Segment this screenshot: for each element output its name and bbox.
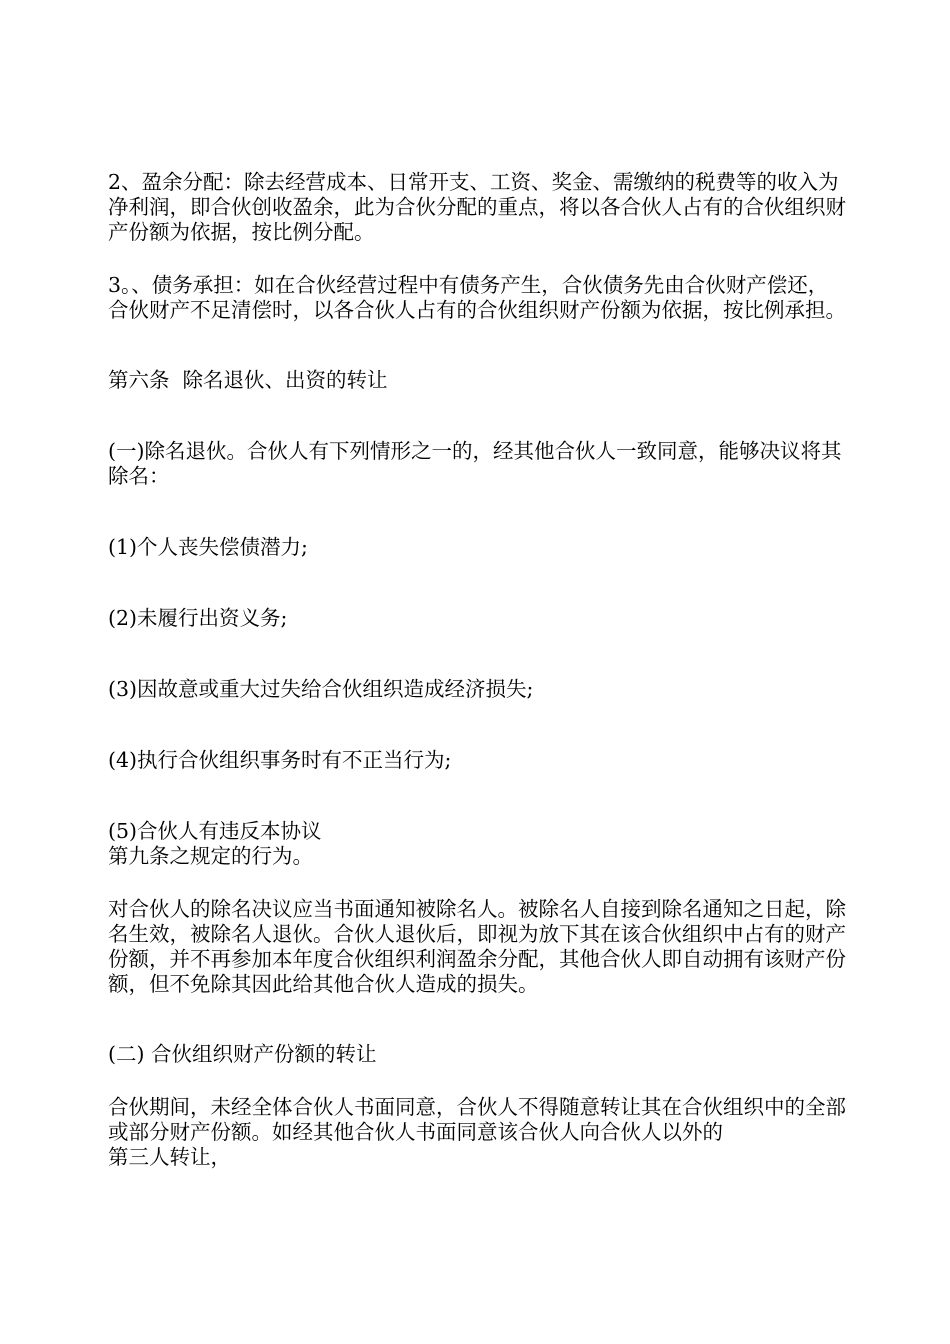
list-item-1: (1)个人丧失偿债潜力; bbox=[108, 535, 308, 559]
paragraph-expulsion: (一)除名退伙。合伙人有下列情形之一的，经其他合伙人一致同意，能够决议将其除名： bbox=[108, 439, 842, 488]
list-item-2: (2)未履行出资义务; bbox=[108, 606, 288, 630]
list-item-4: (4)执行合伙组织事务时有不正当行为; bbox=[108, 748, 452, 772]
section-heading-share-transfer: (二) 合伙组织财产份额的转让 bbox=[108, 1042, 377, 1066]
document-page bbox=[108, 170, 848, 1170]
paragraph-expulsion-notice: 对合伙人的除名决议应当书面通知被除名人。被除名人自接到除名通知之日起，除名生效，被除名人退伙。合伙人退伙后，即视为放下其在该合伙组织中占有的财产份额，并不再参加本年度合伙组织利润盈余分配，其他合伙人即自动拥有该财产份额，但不免除其因此给其他合伙人造成的损失。 bbox=[108, 897, 846, 996]
section-heading-article-6: 第六条 除名退伙、出资的转让 bbox=[108, 368, 388, 392]
list-item-3: (3)因故意或重大过失给合伙组织造成经济损失; bbox=[108, 677, 534, 701]
list-item-5-continued: 第九条之规定的行为。 bbox=[108, 844, 313, 868]
paragraph-surplus-distribution: 2、盈余分配：除去经营成本、日常开支、工资、奖金、需缴纳的税费等的收入为净利润，即合伙创收盈余，此为合伙分配的重点，将以各合伙人占有的合伙组织财产份额为依据，按比例分配。 bbox=[108, 170, 846, 244]
list-item-5: (5)合伙人有违反本协议 bbox=[108, 819, 322, 843]
paragraph-share-transfer: 合伙期间，未经全体合伙人书面同意，合伙人不得随意转让其在合伙组织中的全部或部分财产份额。如经其他合伙人书面同意该合伙人向合伙人以外的 第三人转让， bbox=[108, 1095, 846, 1169]
paragraph-debt-bearing: 3。、债务承担：如在合伙经营过程中有债务产生，合伙债务先由合伙财产偿还，合伙财产不足清偿时，以各合伙人占有的合伙组织财产份额为依据，按比例承担。 bbox=[108, 273, 846, 322]
